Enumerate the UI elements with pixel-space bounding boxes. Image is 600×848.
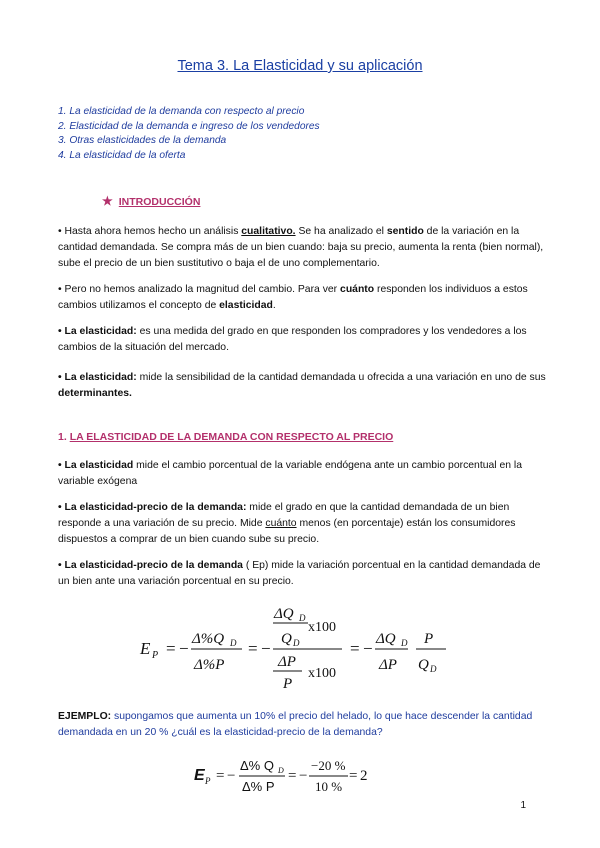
svg-text:=: = [350,639,360,658]
svg-text:2: 2 [360,768,368,784]
intro-heading: ★ INTRODUCCIÓN [102,194,201,208]
svg-text:=: = [166,639,176,658]
svg-text:−: − [299,768,308,784]
star-icon: ★ [102,194,113,208]
intro-paragraph-4: • La elasticidad: mide la sensibilidad de la cantidad demandada u ofrecida a una variación en uno de sus determinantes. [58,372,546,399]
svg-text:E: E [194,767,205,784]
intro-paragraph-2: • Pero no hemos analizado la magnitud del cambio. Para ver cuánto responden los individuos a estos cambios utilizamos el concepto de elasticidad. [58,284,528,311]
svg-text:D: D [293,638,300,648]
formula-ep: E [140,639,151,658]
svg-text:10 %: 10 % [315,779,343,794]
svg-text:−20 %: −20 % [311,758,346,773]
table-of-contents [58,105,320,163]
svg-text:D: D [430,664,437,674]
intro-paragraph-1: • Hasta ahora hemos hecho un análisis cualitativo. Se ha analizado el sentido de la variación en la cantidad demandada. Se compra más de un bien cuando: baja su precio, aumenta la renta (bien normal), sube el precio de un bien sustitutivo o baja el de uno complementario. [58,226,544,269]
svg-text:P: P [424,631,434,647]
svg-text:=: = [216,768,225,784]
svg-text:ΔP: ΔP [379,657,397,673]
svg-text:Δ%P: Δ%P [194,657,225,673]
svg-text:x100: x100 [308,620,336,635]
toc-item[interactable]: 3. Otras elasticidades de la demanda [58,135,227,146]
svg-text:Q: Q [281,631,292,647]
svg-text:D: D [401,638,408,648]
page-number: 1 [520,800,526,811]
section-1-paragraph-1: • La elasticidad mide el cambio porcentual de la variable endógena ante un cambio porcentual en la variable exógena [58,460,523,487]
svg-text:=: = [248,639,258,658]
svg-text:=: = [349,768,358,784]
svg-text:Δ% Q: Δ% Q [240,758,274,773]
document-title: Tema 3. La Elasticidad y su aplicación [177,58,423,74]
svg-text:ΔP: ΔP [278,654,296,670]
section-1-paragraph-2: • La elasticidad-precio de la demanda: mide el grado en que la cantidad demandada de un bien responde a una variación de su precio. Mide cuánto menos (en porcentaje) están los consumidores dispuestos a comprar de un bien cuando sube su precio. [58,502,516,545]
svg-text:−: − [261,639,271,658]
intro-paragraph-3: • La elasticidad: es una medida del grado en que responden los compradores y los vendedores a los cambios de la situación del mercado. [58,326,527,353]
svg-text:Q: Q [418,657,429,673]
svg-text:P: P [205,776,211,786]
svg-text:−: − [179,639,189,658]
svg-text:=: = [288,768,297,784]
formula-ep-sub: P [152,650,159,661]
example-paragraph: EJEMPLO: supongamos que aumenta un 10% el precio del helado, lo que hace descender la cantidad demandada en un 20 % ¿cuál es la elasticidad-precio de la demanda? [58,711,533,738]
svg-text:ΔQ: ΔQ [274,606,294,622]
svg-text:Δ% P: Δ% P [242,779,275,794]
example-formula [192,752,382,798]
svg-text:D: D [230,638,237,648]
elasticity-formula [130,600,460,696]
svg-text:−: − [227,768,236,784]
svg-text:x100: x100 [308,666,336,681]
svg-text:Δ%Q: Δ%Q [192,631,225,647]
toc-item[interactable]: 2. Elasticidad de la demanda e ingreso de los vendedores [58,120,320,132]
section-1-paragraph-3: • La elasticidad-precio de la demanda ( Ep) mide la variación porcentual en la cantidad demandada de un bien ante una variación porcentual en su precio. [58,560,541,587]
svg-text:−: − [363,639,373,658]
toc-item[interactable]: 4. La elasticidad de la oferta [58,149,186,161]
svg-text:ΔQ: ΔQ [376,631,396,647]
svg-text:P: P [283,676,293,692]
svg-text:D: D [299,613,306,623]
section-1-heading: 1. LA ELASTICIDAD DE LA DEMANDA CON RESPECTO AL PRECIO [58,431,394,443]
toc-item[interactable]: 1. La elasticidad de la demanda con respecto al precio [58,106,305,117]
svg-text:D: D [278,766,284,775]
